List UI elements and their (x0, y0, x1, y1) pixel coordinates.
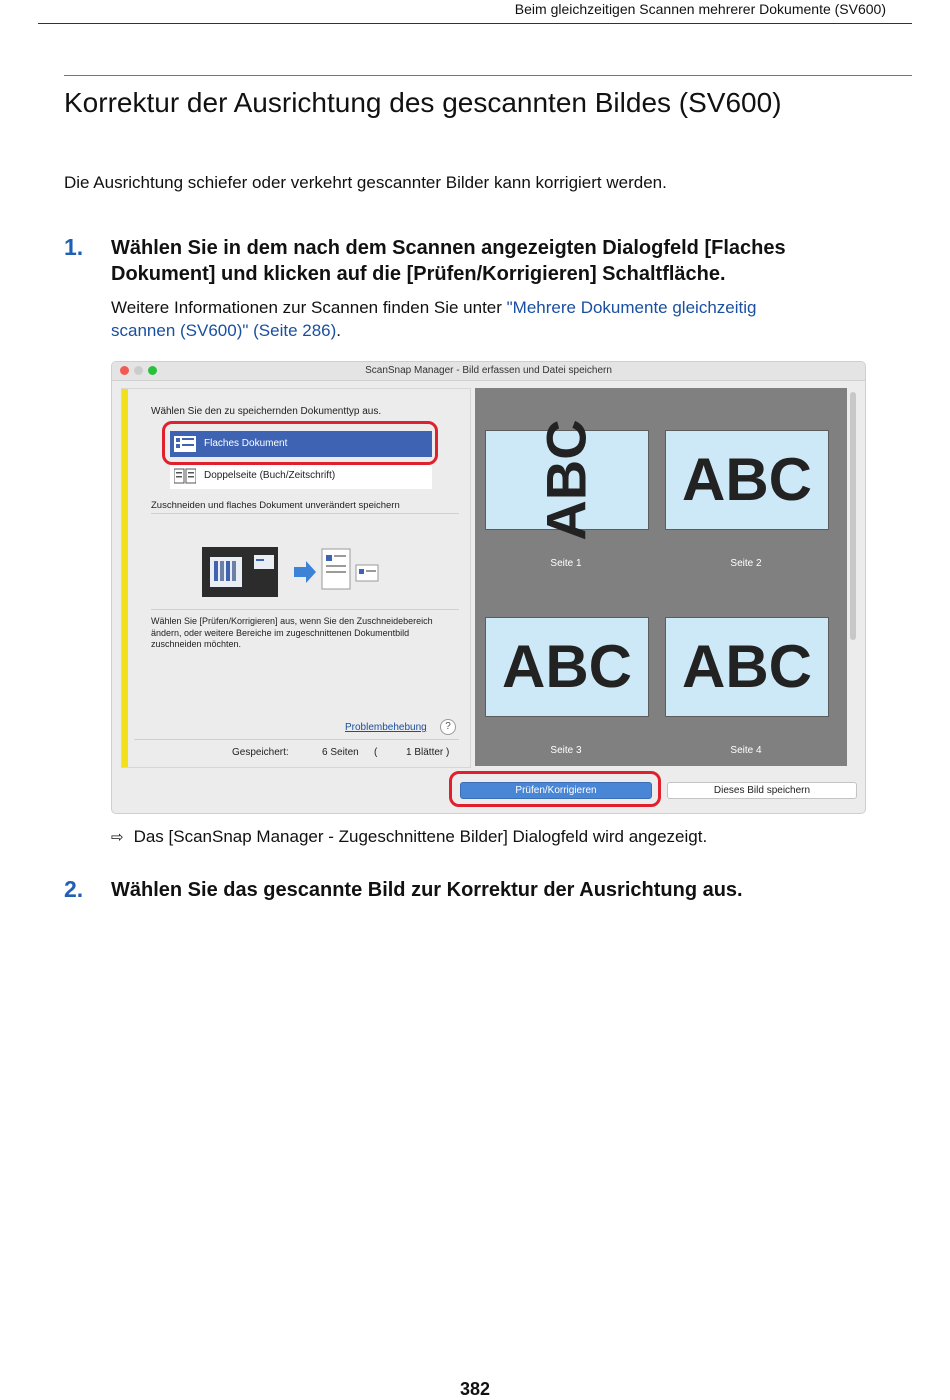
close-dot-icon[interactable] (120, 366, 129, 375)
section-rule (64, 75, 912, 76)
thumbnail-4-label: Seite 4 (730, 745, 762, 756)
book-icon (174, 468, 196, 484)
document-type-prompt: Wählen Sie den zu speichernden Dokumenttyp aus. (151, 406, 382, 417)
step-2-number: 2. (64, 876, 84, 902)
thumbnail-page-2[interactable] (665, 430, 829, 530)
document-type-pane (121, 388, 471, 768)
step-1-title-line1: Wählen Sie in dem nach dem Scannen angezeigten Dialogfeld [Flaches (111, 237, 786, 259)
para-suffix: . (336, 321, 342, 340)
thumbnail-1-label: Seite 1 (550, 558, 582, 569)
option-double-page[interactable] (170, 463, 432, 489)
saved-label: Gespeichert: (232, 747, 289, 758)
zoom-dot-icon[interactable] (148, 366, 157, 375)
step-1-paragraph (111, 296, 891, 342)
saved-pages: 6 Seiten (322, 747, 359, 758)
help-question-icon[interactable]: ? (440, 719, 456, 735)
highlight-check-button (449, 771, 661, 807)
help-text (151, 616, 433, 651)
running-header: Beim gleichzeitigen Scannen mehrerer Dokumente (SV600) (514, 1, 886, 17)
thumbnail-3-text: ABC (502, 633, 632, 700)
header-rule (38, 23, 912, 24)
divider (151, 513, 459, 514)
help-line-3: zuschneiden möchten. (151, 639, 242, 649)
step-2-title: Wählen Sie das gescannte Bild zur Korrektur der Ausrichtung aus. (111, 879, 743, 901)
thumbnail-2-label: Seite 2 (730, 558, 762, 569)
intro-text: Die Ausrichtung schiefer oder verkehrt gescannter Bilder kann korrigiert werden. (64, 173, 667, 192)
scansnap-dialog-screenshot (111, 361, 866, 814)
divider-3 (134, 739, 459, 740)
step-1-result (111, 826, 707, 849)
cross-reference-link-cont[interactable]: scannen (SV600)" (Seite 286) (111, 321, 337, 340)
thumbnail-page-4[interactable] (665, 617, 829, 717)
highlight-flat-document (162, 421, 438, 465)
yellow-indicator-bar (122, 389, 128, 767)
divider-2 (151, 609, 459, 610)
minimize-dot-icon[interactable] (134, 366, 143, 375)
troubleshooting-link[interactable]: Problembehebung (345, 722, 427, 733)
pages-scrollbar[interactable] (850, 392, 856, 640)
step-1-title-line2: Dokument] und klicken auf die [Prüfen/Korrigieren] Schaltfläche. (111, 263, 726, 285)
option-double-label: Doppelseite (Buch/Zeitschrift) (204, 470, 336, 481)
help-line-2: ändern, oder weitere Bereiche im zugeschnittenen Dokumentbild (151, 627, 410, 638)
scanned-pages-pane (475, 388, 847, 766)
help-line-1: Wählen Sie [Prüfen/Korrigieren] aus, wenn Sie den Zuschneidebereich (151, 616, 433, 626)
step-1-title (111, 235, 891, 287)
saved-sheets: 1 Blätter ) (406, 747, 450, 758)
thumbnail-page-3[interactable] (485, 617, 649, 717)
saved-paren: ( (374, 747, 378, 758)
thumbnail-2-text: ABC (682, 446, 812, 513)
check-correct-button[interactable]: Prüfen/Korrigieren (460, 782, 652, 799)
result-text: Das [ScanSnap Manager - Zugeschnittene Bilder] Dialogfeld wird angezeigt. (133, 827, 708, 846)
section-title: Korrektur der Ausrichtung des gescannten Bildes (SV600) (64, 87, 782, 118)
cross-reference-link[interactable]: "Mehrere Dokumente gleichzeitig (506, 298, 757, 317)
result-arrow-icon: ⇨ (111, 829, 124, 846)
scan-illustration-icon (202, 545, 382, 599)
page-number: 382 (459, 1379, 491, 1399)
save-unchanged-text: Zuschneiden und flaches Dokument unverändert speichern (151, 500, 400, 511)
thumbnail-4-text: ABC (682, 633, 812, 700)
save-image-button[interactable]: Dieses Bild speichern (667, 782, 857, 799)
thumbnail-3-label: Seite 3 (550, 745, 582, 756)
thumbnail-1-text: ABC (534, 419, 598, 541)
window-titlebar (112, 362, 865, 381)
option-flat-label: Flaches Dokument (204, 438, 288, 449)
thumbnail-page-1[interactable] (485, 419, 649, 541)
step-1-number: 1. (64, 234, 84, 260)
para-prefix: Weitere Informationen zur Scannen finden Sie unter (111, 298, 507, 317)
window-title: ScanSnap Manager - Bild erfassen und Datei speichern (365, 365, 612, 376)
